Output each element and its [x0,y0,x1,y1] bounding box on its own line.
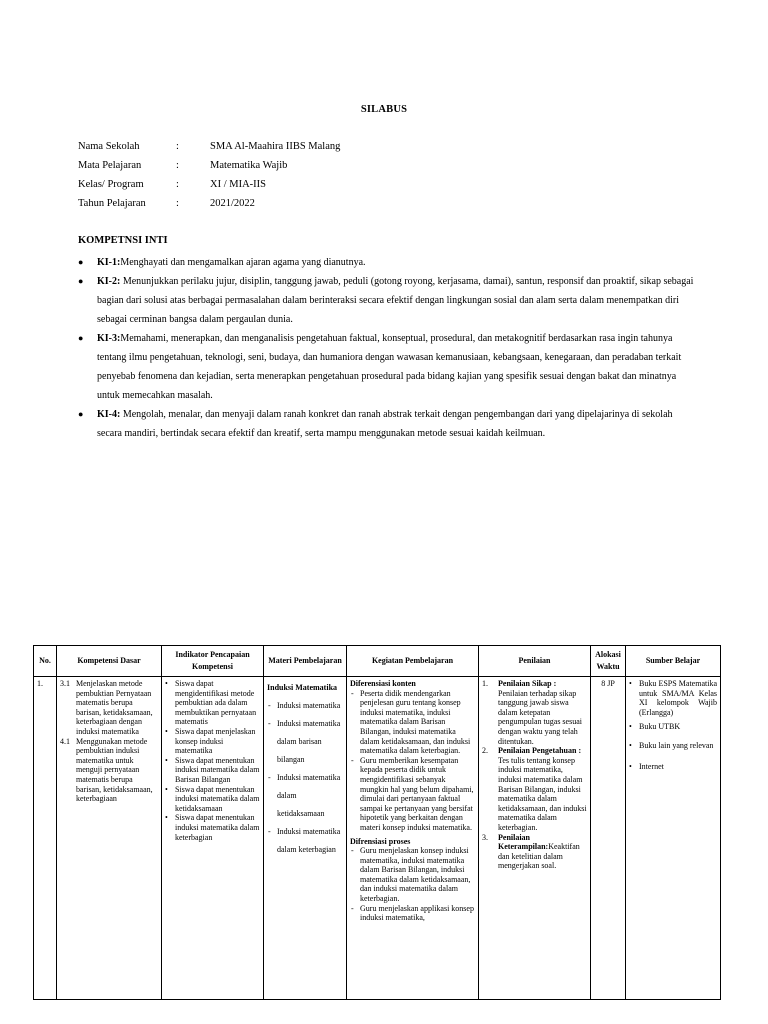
kd-number: 4.1 [60,736,70,746]
header-kd: Kompetensi Dasar [57,646,162,677]
penilaian-text: Keaktifan dan ketelitian dalam mengerjakan soal. [498,842,580,871]
info-colon: : [176,141,179,152]
list-item: - Guru menjelaskan applikasi konsep induksi matematika, [360,904,475,923]
cell-kd [57,677,162,1000]
materi-title: Induksi Matematika [267,683,338,692]
list-item: • Buku lain yang relevan [639,737,717,755]
penilaian-text: Penilaian terhadap sikap tanggung jawab siswa dalam ketepatan pengumpulan tugas sesuai dengan waktu yang telah ditentukan. [498,688,582,746]
bullet-icon: ● [78,409,84,419]
materi-list [267,697,343,859]
info-row-school [78,140,340,159]
cell-sumber [626,677,721,1000]
ki-item [78,405,698,443]
list-item: - Guru memberikan kesempatan kepada peserta didik untuk mengidentifikasi sebanyak mungkin hal yang belum dipahami, dimulai dari pertanyaan faktual sampai ke pertanyaan yang bersifat hipotetik yang berkaitan dengan materi konsep induksi matematika. [360,756,475,833]
penilaian-item [482,833,587,871]
table-header-row [34,646,721,677]
ki-code: KI-3: [97,333,121,344]
header-indikator: Indikator Pencapaian Kompetensi [162,646,264,677]
silabus-table [33,645,721,1000]
penilaian-text: Tes tulis tentang konsep induksi matematika, induksi matematika dalam Barisan Bilangan, induksi matematika dalam ketidaksamaan, dan induksi matematika dalam keterbagian. [498,755,587,832]
list-item: - Induksi matematika dalam keterbagian [277,823,343,859]
penilaian-number: 2. [482,746,488,756]
ki-item [78,272,698,329]
ki-code: KI-4: [97,409,121,420]
school-info [78,140,340,216]
penilaian-title: Penilaian Keterampilan: [498,832,549,852]
ki-list [78,253,698,443]
ki-text: Mengolah, menalar, dan menyaji dalam ranah konkret dan ranah abstrak terkait dengan pengembangan dari yang dipelajarinya di sekolah secara mandiri, bertindak secara efektif dan kreatif, serta mampu menggunakan metode sesuai kaidah keilmuan. [97,409,673,439]
list-item: • Siswa dapat menentukan induksi matematika dalam Barisan Bilangan [175,756,260,785]
list-item: - Induksi matematika dalam ketidaksamaan [277,769,343,823]
list-item: - Guru menjelaskan konsep induksi matematika, induksi matematika dalam Barisan Bilangan, induksi matematika dalam ketidaksamaan, dan induksi matematika dalam keterbagian. [360,846,475,904]
ki-item [78,253,698,272]
list-item: - Induksi matematika dalam barisan bilangan [277,715,343,769]
bullet-icon: ● [78,333,84,343]
ki-item [78,329,698,405]
document-title: SILABUS [360,104,408,115]
ki-text: Menghayati dan mengamalkan ajaran agama yang dianutnya. [120,257,366,268]
ki-text: Memahami, menerapkan, dan menganalisis pengetahuan faktual, konseptual, prosedural, dan metakognitif berdasarkan rasa ingin tahunya tentang ilmu pengetahuan, teknologi, seni, budaya, dan humaniora dengan wawasan kemanusiaan, kebangsaan, kenegaraan, dan peradaban terkait penyebab fenomena dan kejadian, serta menerapkan pengetahuan prosedural pada bidang kajian yang spesifik sesuai dengan bakat dan minatnya untuk memecahkan masalah. [97,333,682,401]
info-value: XI / MIA-IIS [210,179,266,190]
list-item: • Siswa dapat menentukan induksi matematika dalam ketidaksamaan [175,785,260,814]
header-materi: Materi Pembelajaran [264,646,347,677]
cell-no: 1. [34,677,57,1000]
bullet-icon: ● [78,257,84,267]
penilaian-number: 1. [482,679,488,688]
info-label: Kelas/ Program [78,179,144,190]
info-label: Mata Pelajaran [78,160,142,171]
info-value: SMA Al-Maahira IIBS Malang [210,141,341,152]
header-alokasi: Alokasi Waktu [591,646,626,677]
kd-item [60,679,158,737]
list-item: • Buku UTBK [639,722,717,732]
penilaian-title: Penilaian Sikap : [498,679,557,688]
list-item: • Siswa dapat menjelaskan konsep induksi matematika [175,727,260,756]
header-no: No. [34,646,57,677]
indikator-list [165,679,260,842]
kd-text: Menggunakan metode pembuktian induksi matematika untuk menguji pernyataan matematis berupa barisan, ketidaksamaan, keterbagiaan [76,736,153,804]
penilaian-content [498,746,587,832]
info-colon: : [176,179,179,190]
list-item: - Induksi matematika [277,697,343,715]
penilaian-item [482,746,587,832]
kegiatan-konten-list [350,689,475,833]
cell-kegiatan [347,677,479,1000]
ki-code: KI-1: [97,257,121,268]
kd-item [60,737,158,804]
header-penilaian: Penilaian [479,646,591,677]
list-item: • Internet [639,762,717,772]
info-row-year [78,197,340,216]
cell-penilaian [479,677,591,1000]
kegiatan-konten-title: Diferensiasi konten [350,679,416,688]
info-row-class [78,178,340,197]
kd-number: 3.1 [60,679,70,688]
list-item: - Peserta didik mendengarkan penjelesan guru tentang konsep induksi matematika, induksi matematika dalam Barisan Bilangan, induksi matematika dalam ketidaksamaan, dan induksi matematika dalam keterbagian. [360,689,475,756]
penilaian-content [498,833,587,871]
header-sumber: Sumber Belajar [626,646,721,677]
info-value: Matematika Wajib [210,160,288,171]
ki-heading: KOMPETNSI INTI [78,235,168,246]
penilaian-number: 3. [482,832,488,842]
bullet-icon: ● [78,276,84,286]
table-row [34,677,721,1000]
info-colon: : [176,160,179,171]
ki-code: KI-2: [97,276,121,287]
cell-alokasi: 8 JP [591,677,626,1000]
penilaian-item [482,679,587,746]
info-colon: : [176,198,179,209]
ki-text: Menunjukkan perilaku jujur, disiplin, tanggung jawab, peduli (gotong royong, kerjasama, damai), santun, responsif dan proaktif, sikap sebagai bagian dari solusi atas berbagai permasalahan dalam berinteraksi secara efektif dengan lingkungan sosial dan alam serta dalam menempatkan diri sebagai cerminan bangsa dalam pergaulan dunia. [97,276,694,325]
penilaian-content [498,679,587,746]
list-item: • Siswa dapat menentukan induksi matematika dalam keterbagian [175,813,260,842]
sumber-list [629,679,717,772]
info-row-subject [78,159,340,178]
list-item: • Siswa dapat mengidentifikasi metode pembuktian ada dalam membuktikan pernyataan matematis [175,679,260,727]
list-item: • Buku ESPS Matematika untuk SMA/MA Kelas XI kelompok Wajib (Erlangga) [639,679,717,717]
header-kegiatan: Kegiatan Pembelajaran [347,646,479,677]
kegiatan-proses-title: Difrensiasi proses [350,836,411,846]
kegiatan-proses-list [350,846,475,923]
info-label: Nama Sekolah [78,141,140,152]
penilaian-title: Penilaian Pengetahuan : [498,746,582,756]
kd-text: Menjelaskan metode pembuktian Pernyataan matematis berupa barisan, ketidaksamaan, keterbagiaan dengan induksi matematika [76,679,153,736]
cell-indikator [162,677,264,1000]
info-value: 2021/2022 [210,198,255,209]
cell-materi [264,677,347,1000]
info-label: Tahun Pelajaran [78,198,146,209]
